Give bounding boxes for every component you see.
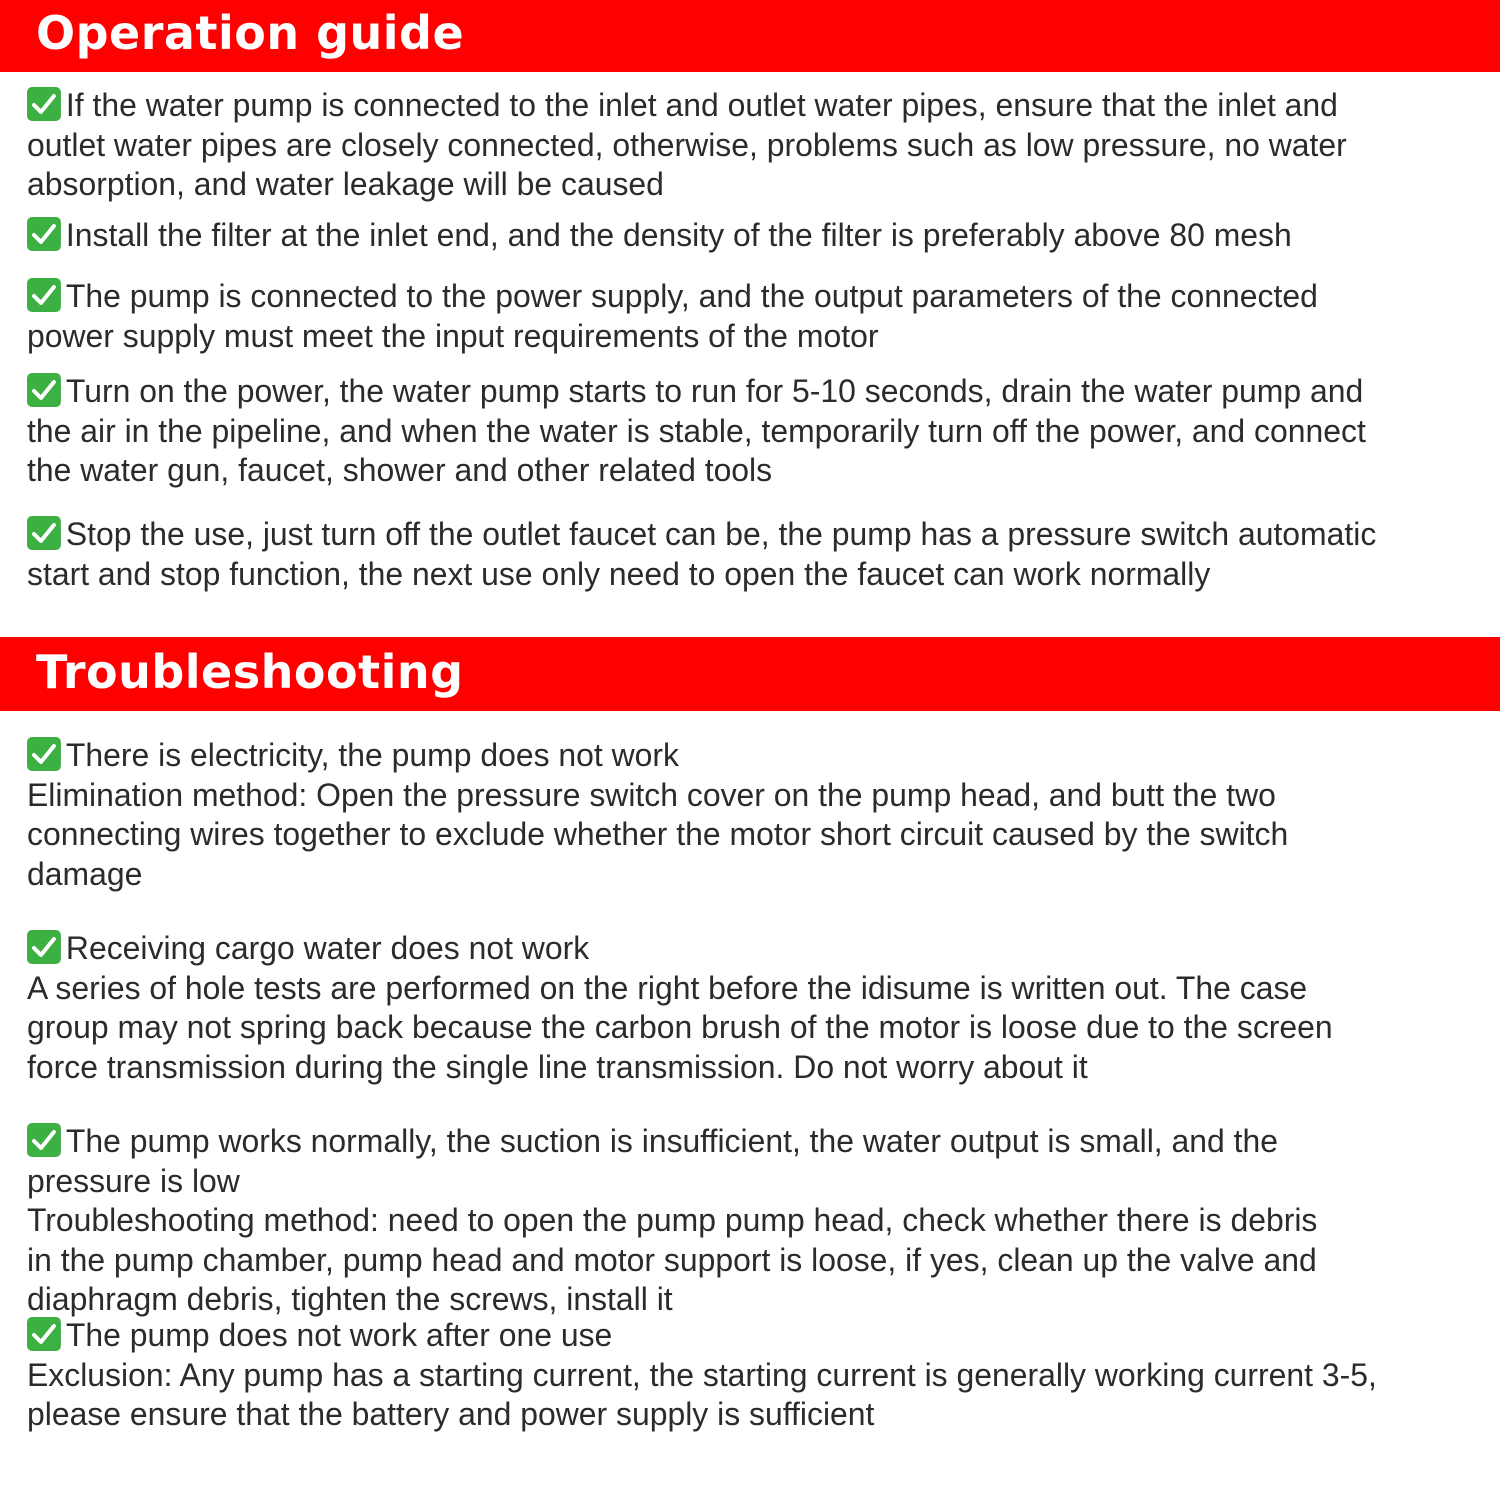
item-text: force transmission during the single line transmission. Do not worry about it bbox=[27, 1048, 1088, 1085]
item-text: A series of hole tests are performed on the right before the idisume is written out. The case bbox=[27, 969, 1308, 1006]
item-text: Stop the use, just turn off the outlet faucet can be, the pump has a pressure switch automatic bbox=[65, 516, 1377, 552]
item-text: pressure is low bbox=[27, 1162, 240, 1199]
operation-item bbox=[27, 372, 1497, 491]
operation-guide-header bbox=[0, 0, 1500, 72]
item-text: The pump is connected to the power supply, and the output parameters of the connected bbox=[65, 278, 1318, 314]
item-text: the air in the pipeline, and when the water is stable, temporarily turn off the power, and connect bbox=[27, 412, 1366, 449]
item-text: Troubleshooting method: need to open the pump pump head, check whether there is debris bbox=[27, 1202, 1318, 1238]
operation-item bbox=[27, 86, 1497, 205]
item-text: Install the filter at the inlet end, and the density of the filter is preferably above 80 mesh bbox=[65, 217, 1292, 253]
check-mark-icon bbox=[27, 737, 61, 771]
check-mark-icon bbox=[27, 1123, 61, 1157]
operation-guide-title: Operation guide bbox=[36, 6, 465, 60]
item-text: Receiving cargo water does not work bbox=[65, 930, 590, 966]
item-text: The pump does not work after one use bbox=[65, 1317, 613, 1353]
troubleshooting-item bbox=[27, 1122, 1497, 1320]
item-text: outlet water pipes are closely connected, otherwise, problems such as low pressure, no water bbox=[27, 126, 1347, 163]
check-mark-icon bbox=[27, 516, 61, 550]
operation-item bbox=[27, 515, 1497, 594]
troubleshooting-item bbox=[27, 929, 1497, 1087]
item-text: start and stop function, the next use only need to open the faucet can work normally bbox=[27, 555, 1211, 592]
operation-item bbox=[27, 216, 1497, 256]
item-text: There is electricity, the pump does not work bbox=[65, 737, 680, 773]
item-text: Exclusion: Any pump has a starting current, the starting current is generally working current 3-5, bbox=[27, 1356, 1377, 1393]
item-text: group may not spring back because the carbon brush of the motor is loose due to the screen bbox=[27, 1009, 1333, 1045]
item-text: Turn on the power, the water pump starts to run for 5-10 seconds, drain the water pump and bbox=[65, 373, 1364, 409]
item-text: power supply must meet the input requirements of the motor bbox=[27, 317, 879, 354]
troubleshooting-item bbox=[27, 736, 1497, 894]
item-text: the water gun, faucet, shower and other related tools bbox=[27, 452, 773, 488]
check-mark-icon bbox=[27, 87, 61, 121]
item-text: damage bbox=[27, 855, 143, 892]
check-mark-icon bbox=[27, 930, 61, 964]
item-text: connecting wires together to exclude whether the motor short circuit caused by the switch bbox=[27, 816, 1289, 852]
check-mark-icon bbox=[27, 217, 61, 251]
check-mark-icon bbox=[27, 278, 61, 312]
item-text: diaphragm debris, tighten the screws, install it bbox=[27, 1281, 673, 1317]
item-text: The pump works normally, the suction is insufficient, the water output is small, and the bbox=[65, 1123, 1279, 1159]
item-text: absorption, and water leakage will be caused bbox=[27, 166, 664, 202]
check-mark-icon bbox=[27, 373, 61, 407]
operation-item bbox=[27, 277, 1497, 356]
item-text: If the water pump is connected to the inlet and outlet water pipes, ensure that the inlet and bbox=[65, 87, 1338, 123]
check-mark-icon bbox=[27, 1317, 61, 1351]
troubleshooting-item bbox=[27, 1316, 1497, 1435]
item-text: please ensure that the battery and power supply is sufficient bbox=[27, 1396, 875, 1432]
troubleshooting-title: Troubleshooting bbox=[36, 645, 464, 699]
troubleshooting-header bbox=[0, 637, 1500, 711]
item-text: in the pump chamber, pump head and motor support is loose, if yes, clean up the valve and bbox=[27, 1241, 1317, 1278]
item-text: Elimination method: Open the pressure switch cover on the pump head, and butt the two bbox=[27, 776, 1276, 813]
